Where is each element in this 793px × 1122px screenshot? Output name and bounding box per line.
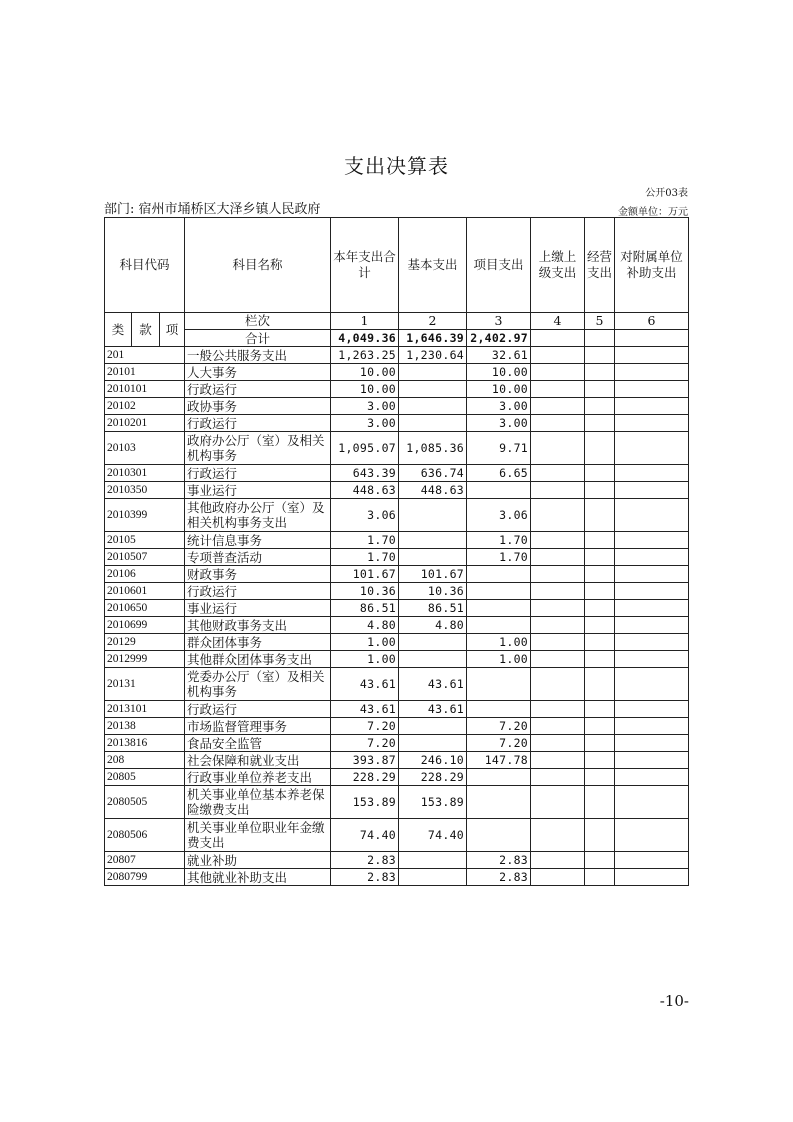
subsidiary-subsidy bbox=[615, 364, 689, 381]
expenditure-table bbox=[104, 217, 689, 886]
total-col5 bbox=[585, 330, 615, 347]
operating-expenditure bbox=[585, 583, 615, 600]
subject-name: 行政运行 bbox=[185, 583, 331, 600]
total-expenditure: 4.80 bbox=[331, 617, 399, 634]
remit-to-superior bbox=[531, 549, 585, 566]
operating-expenditure bbox=[585, 432, 615, 465]
total-expenditure: 1.70 bbox=[331, 532, 399, 549]
subject-name: 专项普查活动 bbox=[185, 549, 331, 566]
subsidiary-subsidy bbox=[615, 869, 689, 886]
total-expenditure: 153.89 bbox=[331, 786, 399, 819]
subject-name: 人大事务 bbox=[185, 364, 331, 381]
basic-expenditure bbox=[399, 532, 467, 549]
subsidiary-subsidy bbox=[615, 735, 689, 752]
subsidiary-subsidy bbox=[615, 819, 689, 852]
project-expenditure: 1.00 bbox=[467, 651, 531, 668]
total-col4 bbox=[531, 330, 585, 347]
operating-expenditure bbox=[585, 532, 615, 549]
remit-to-superior bbox=[531, 465, 585, 482]
table-row bbox=[105, 786, 689, 819]
remit-to-superior bbox=[531, 651, 585, 668]
header-lei: 类 bbox=[105, 313, 132, 347]
remit-to-superior bbox=[531, 566, 585, 583]
basic-expenditure: 43.61 bbox=[399, 701, 467, 718]
subsidiary-subsidy bbox=[615, 752, 689, 769]
total-expenditure: 228.29 bbox=[331, 769, 399, 786]
remit-to-superior bbox=[531, 381, 585, 398]
project-expenditure bbox=[467, 482, 531, 499]
project-expenditure: 2.83 bbox=[467, 869, 531, 886]
table-row bbox=[105, 852, 689, 869]
total-col2: 1,646.39 bbox=[399, 330, 467, 347]
total-expenditure: 393.87 bbox=[331, 752, 399, 769]
project-expenditure bbox=[467, 583, 531, 600]
basic-expenditure: 636.74 bbox=[399, 465, 467, 482]
operating-expenditure bbox=[585, 634, 615, 651]
subject-code: 20807 bbox=[105, 852, 185, 869]
remit-to-superior bbox=[531, 600, 585, 617]
subject-code: 2010699 bbox=[105, 617, 185, 634]
total-expenditure: 448.63 bbox=[331, 482, 399, 499]
basic-expenditure bbox=[399, 364, 467, 381]
total-expenditure: 3.00 bbox=[331, 415, 399, 432]
project-expenditure bbox=[467, 566, 531, 583]
total-expenditure: 10.36 bbox=[331, 583, 399, 600]
basic-expenditure bbox=[399, 651, 467, 668]
subject-name: 就业补助 bbox=[185, 852, 331, 869]
operating-expenditure bbox=[585, 482, 615, 499]
table-row bbox=[105, 651, 689, 668]
total-expenditure: 2.83 bbox=[331, 869, 399, 886]
subsidiary-subsidy bbox=[615, 651, 689, 668]
basic-expenditure: 86.51 bbox=[399, 600, 467, 617]
remit-to-superior bbox=[531, 583, 585, 600]
total-expenditure: 74.40 bbox=[331, 819, 399, 852]
table-row bbox=[105, 532, 689, 549]
project-expenditure bbox=[467, 668, 531, 701]
table-row bbox=[105, 701, 689, 718]
project-expenditure: 1.00 bbox=[467, 634, 531, 651]
subject-code: 2010101 bbox=[105, 381, 185, 398]
remit-to-superior bbox=[531, 415, 585, 432]
remit-to-superior bbox=[531, 364, 585, 381]
total-expenditure: 43.61 bbox=[331, 701, 399, 718]
subject-code: 20129 bbox=[105, 634, 185, 651]
subsidiary-subsidy bbox=[615, 465, 689, 482]
subsidiary-subsidy bbox=[615, 701, 689, 718]
header-col4: 上缴上级支出 bbox=[531, 218, 585, 313]
project-expenditure bbox=[467, 769, 531, 786]
basic-expenditure bbox=[399, 852, 467, 869]
total-expenditure: 3.06 bbox=[331, 499, 399, 532]
operating-expenditure bbox=[585, 869, 615, 886]
subsidiary-subsidy bbox=[615, 482, 689, 499]
subject-code: 20131 bbox=[105, 668, 185, 701]
subject-code: 20106 bbox=[105, 566, 185, 583]
remit-to-superior bbox=[531, 617, 585, 634]
project-expenditure: 7.20 bbox=[467, 718, 531, 735]
basic-expenditure bbox=[399, 499, 467, 532]
subject-code: 2010301 bbox=[105, 465, 185, 482]
subject-code: 20805 bbox=[105, 769, 185, 786]
amount-unit: 金额单位：万元 bbox=[618, 207, 688, 218]
project-expenditure bbox=[467, 617, 531, 634]
col-number: 2 bbox=[399, 313, 467, 330]
basic-expenditure: 1,230.64 bbox=[399, 347, 467, 364]
basic-expenditure bbox=[399, 735, 467, 752]
subject-name: 行政运行 bbox=[185, 701, 331, 718]
total-label: 合计 bbox=[185, 330, 331, 347]
remit-to-superior bbox=[531, 532, 585, 549]
project-expenditure: 3.00 bbox=[467, 398, 531, 415]
subject-code: 20105 bbox=[105, 532, 185, 549]
project-expenditure: 1.70 bbox=[467, 532, 531, 549]
subject-code: 20102 bbox=[105, 398, 185, 415]
subject-name: 市场监督管理事务 bbox=[185, 718, 331, 735]
subject-code: 2080799 bbox=[105, 869, 185, 886]
column-number-row bbox=[105, 313, 689, 330]
table-row bbox=[105, 381, 689, 398]
department-label: 部门: 宿州市埇桥区大泽乡镇人民政府 bbox=[104, 202, 321, 217]
subject-name: 行政运行 bbox=[185, 381, 331, 398]
header-col2: 基本支出 bbox=[399, 218, 467, 313]
form-number: 公开03表 bbox=[645, 188, 688, 199]
subject-code: 2010201 bbox=[105, 415, 185, 432]
subsidiary-subsidy bbox=[615, 852, 689, 869]
subsidiary-subsidy bbox=[615, 347, 689, 364]
subject-code: 20138 bbox=[105, 718, 185, 735]
subject-name: 其他群众团体事务支出 bbox=[185, 651, 331, 668]
remit-to-superior bbox=[531, 852, 585, 869]
subject-code: 2010350 bbox=[105, 482, 185, 499]
subject-name: 行政运行 bbox=[185, 465, 331, 482]
remit-to-superior bbox=[531, 499, 585, 532]
remit-to-superior bbox=[531, 819, 585, 852]
total-expenditure: 43.61 bbox=[331, 668, 399, 701]
header-name: 科目名称 bbox=[185, 218, 331, 313]
total-expenditure: 1.00 bbox=[331, 634, 399, 651]
remit-to-superior bbox=[531, 347, 585, 364]
subject-name: 政府办公厅（室）及相关机构事务 bbox=[185, 432, 331, 465]
table-row bbox=[105, 549, 689, 566]
table-row bbox=[105, 398, 689, 415]
operating-expenditure bbox=[585, 549, 615, 566]
header-lanci: 栏次 bbox=[185, 313, 331, 330]
basic-expenditure: 1,085.36 bbox=[399, 432, 467, 465]
subject-name: 其他政府办公厅（室）及相关机构事务支出 bbox=[185, 499, 331, 532]
header-xiang: 项 bbox=[160, 313, 185, 347]
total-expenditure: 7.20 bbox=[331, 735, 399, 752]
operating-expenditure bbox=[585, 398, 615, 415]
subsidiary-subsidy bbox=[615, 617, 689, 634]
header-kuan: 款 bbox=[132, 313, 160, 347]
subject-name: 机关事业单位基本养老保险缴费支出 bbox=[185, 786, 331, 819]
subject-code: 2012999 bbox=[105, 651, 185, 668]
basic-expenditure: 4.80 bbox=[399, 617, 467, 634]
table-row bbox=[105, 668, 689, 701]
subject-code: 20103 bbox=[105, 432, 185, 465]
operating-expenditure bbox=[585, 668, 615, 701]
header-row bbox=[105, 218, 689, 313]
remit-to-superior bbox=[531, 869, 585, 886]
basic-expenditure: 101.67 bbox=[399, 566, 467, 583]
basic-expenditure: 74.40 bbox=[399, 819, 467, 852]
project-expenditure: 9.71 bbox=[467, 432, 531, 465]
total-expenditure: 3.00 bbox=[331, 398, 399, 415]
subject-code: 2013816 bbox=[105, 735, 185, 752]
basic-expenditure bbox=[399, 415, 467, 432]
operating-expenditure bbox=[585, 499, 615, 532]
table-row bbox=[105, 415, 689, 432]
remit-to-superior bbox=[531, 752, 585, 769]
subsidiary-subsidy bbox=[615, 769, 689, 786]
subject-name: 政协事务 bbox=[185, 398, 331, 415]
project-expenditure bbox=[467, 600, 531, 617]
total-expenditure: 1,095.07 bbox=[331, 432, 399, 465]
project-expenditure: 7.20 bbox=[467, 735, 531, 752]
subject-name: 一般公共服务支出 bbox=[185, 347, 331, 364]
operating-expenditure bbox=[585, 415, 615, 432]
table-row bbox=[105, 432, 689, 465]
subject-name: 行政事业单位养老支出 bbox=[185, 769, 331, 786]
operating-expenditure bbox=[585, 786, 615, 819]
operating-expenditure bbox=[585, 819, 615, 852]
header-col6: 对附属单位补助支出 bbox=[615, 218, 689, 313]
total-col1: 4,049.36 bbox=[331, 330, 399, 347]
table-row bbox=[105, 617, 689, 634]
subject-code: 2010650 bbox=[105, 600, 185, 617]
operating-expenditure bbox=[585, 465, 615, 482]
header-col5: 经营支出 bbox=[585, 218, 615, 313]
operating-expenditure bbox=[585, 752, 615, 769]
header-code: 科目代码 bbox=[105, 218, 185, 313]
total-expenditure: 2.83 bbox=[331, 852, 399, 869]
total-expenditure: 86.51 bbox=[331, 600, 399, 617]
subject-name: 社会保障和就业支出 bbox=[185, 752, 331, 769]
table-row bbox=[105, 499, 689, 532]
remit-to-superior bbox=[531, 786, 585, 819]
remit-to-superior bbox=[531, 634, 585, 651]
col-number: 5 bbox=[585, 313, 615, 330]
operating-expenditure bbox=[585, 852, 615, 869]
subsidiary-subsidy bbox=[615, 718, 689, 735]
subject-name: 食品安全监管 bbox=[185, 735, 331, 752]
subject-code: 208 bbox=[105, 752, 185, 769]
basic-expenditure bbox=[399, 869, 467, 886]
basic-expenditure: 10.36 bbox=[399, 583, 467, 600]
remit-to-superior bbox=[531, 701, 585, 718]
project-expenditure bbox=[467, 819, 531, 852]
total-expenditure: 1.00 bbox=[331, 651, 399, 668]
subsidiary-subsidy bbox=[615, 532, 689, 549]
subsidiary-subsidy bbox=[615, 786, 689, 819]
subsidiary-subsidy bbox=[615, 668, 689, 701]
total-row bbox=[105, 330, 689, 347]
remit-to-superior bbox=[531, 432, 585, 465]
subject-name: 事业运行 bbox=[185, 482, 331, 499]
table-row bbox=[105, 869, 689, 886]
project-expenditure bbox=[467, 701, 531, 718]
subject-code: 20101 bbox=[105, 364, 185, 381]
project-expenditure: 10.00 bbox=[467, 364, 531, 381]
subsidiary-subsidy bbox=[615, 415, 689, 432]
table-row bbox=[105, 735, 689, 752]
basic-expenditure: 43.61 bbox=[399, 668, 467, 701]
operating-expenditure bbox=[585, 381, 615, 398]
total-expenditure: 7.20 bbox=[331, 718, 399, 735]
remit-to-superior bbox=[531, 718, 585, 735]
col-number: 1 bbox=[331, 313, 399, 330]
table-row bbox=[105, 347, 689, 364]
project-expenditure: 32.61 bbox=[467, 347, 531, 364]
header-col3: 项目支出 bbox=[467, 218, 531, 313]
remit-to-superior bbox=[531, 398, 585, 415]
basic-expenditure: 228.29 bbox=[399, 769, 467, 786]
operating-expenditure bbox=[585, 735, 615, 752]
basic-expenditure bbox=[399, 549, 467, 566]
subsidiary-subsidy bbox=[615, 600, 689, 617]
col-number: 3 bbox=[467, 313, 531, 330]
subject-code: 2080506 bbox=[105, 819, 185, 852]
total-expenditure: 10.00 bbox=[331, 381, 399, 398]
basic-expenditure: 246.10 bbox=[399, 752, 467, 769]
col-number: 6 bbox=[615, 313, 689, 330]
basic-expenditure: 448.63 bbox=[399, 482, 467, 499]
project-expenditure: 2.83 bbox=[467, 852, 531, 869]
subsidiary-subsidy bbox=[615, 398, 689, 415]
basic-expenditure: 153.89 bbox=[399, 786, 467, 819]
col-number: 4 bbox=[531, 313, 585, 330]
project-expenditure: 3.00 bbox=[467, 415, 531, 432]
header-col1: 本年支出合计 bbox=[331, 218, 399, 313]
remit-to-superior bbox=[531, 482, 585, 499]
subsidiary-subsidy bbox=[615, 566, 689, 583]
project-expenditure: 6.65 bbox=[467, 465, 531, 482]
operating-expenditure bbox=[585, 651, 615, 668]
subject-name: 党委办公厅（室）及相关机构事务 bbox=[185, 668, 331, 701]
subject-code: 2010399 bbox=[105, 499, 185, 532]
project-expenditure: 3.06 bbox=[467, 499, 531, 532]
basic-expenditure bbox=[399, 718, 467, 735]
subject-name: 事业运行 bbox=[185, 600, 331, 617]
project-expenditure: 147.78 bbox=[467, 752, 531, 769]
subsidiary-subsidy bbox=[615, 381, 689, 398]
operating-expenditure bbox=[585, 769, 615, 786]
table-row bbox=[105, 769, 689, 786]
table-row bbox=[105, 819, 689, 852]
table-row bbox=[105, 718, 689, 735]
subject-name: 群众团体事务 bbox=[185, 634, 331, 651]
total-col3: 2,402.97 bbox=[467, 330, 531, 347]
page-title: 支出决算表 bbox=[344, 154, 449, 178]
table-row bbox=[105, 583, 689, 600]
table-row bbox=[105, 634, 689, 651]
subject-code: 2013101 bbox=[105, 701, 185, 718]
operating-expenditure bbox=[585, 617, 615, 634]
subsidiary-subsidy bbox=[615, 583, 689, 600]
subject-name: 机关事业单位职业年金缴费支出 bbox=[185, 819, 331, 852]
total-expenditure: 1,263.25 bbox=[331, 347, 399, 364]
project-expenditure bbox=[467, 786, 531, 819]
operating-expenditure bbox=[585, 347, 615, 364]
subject-code: 201 bbox=[105, 347, 185, 364]
subject-code: 2010601 bbox=[105, 583, 185, 600]
total-expenditure: 1.70 bbox=[331, 549, 399, 566]
subject-name: 统计信息事务 bbox=[185, 532, 331, 549]
subject-name: 财政事务 bbox=[185, 566, 331, 583]
remit-to-superior bbox=[531, 668, 585, 701]
subject-name: 行政运行 bbox=[185, 415, 331, 432]
operating-expenditure bbox=[585, 364, 615, 381]
subsidiary-subsidy bbox=[615, 634, 689, 651]
total-expenditure: 643.39 bbox=[331, 465, 399, 482]
operating-expenditure bbox=[585, 718, 615, 735]
subsidiary-subsidy bbox=[615, 549, 689, 566]
basic-expenditure bbox=[399, 634, 467, 651]
total-expenditure: 10.00 bbox=[331, 364, 399, 381]
operating-expenditure bbox=[585, 566, 615, 583]
basic-expenditure bbox=[399, 398, 467, 415]
table-row bbox=[105, 465, 689, 482]
subject-name: 其他财政事务支出 bbox=[185, 617, 331, 634]
basic-expenditure bbox=[399, 381, 467, 398]
table-row bbox=[105, 364, 689, 381]
project-expenditure: 1.70 bbox=[467, 549, 531, 566]
operating-expenditure bbox=[585, 701, 615, 718]
subject-code: 2080505 bbox=[105, 786, 185, 819]
table-row bbox=[105, 752, 689, 769]
table-row bbox=[105, 600, 689, 617]
table-row bbox=[105, 482, 689, 499]
page-number: -10- bbox=[659, 992, 689, 1010]
total-expenditure: 101.67 bbox=[331, 566, 399, 583]
remit-to-superior bbox=[531, 735, 585, 752]
subject-name: 其他就业补助支出 bbox=[185, 869, 331, 886]
operating-expenditure bbox=[585, 600, 615, 617]
total-col6 bbox=[615, 330, 689, 347]
subsidiary-subsidy bbox=[615, 432, 689, 465]
project-expenditure: 10.00 bbox=[467, 381, 531, 398]
table-row bbox=[105, 566, 689, 583]
remit-to-superior bbox=[531, 769, 585, 786]
subject-code: 2010507 bbox=[105, 549, 185, 566]
subsidiary-subsidy bbox=[615, 499, 689, 532]
